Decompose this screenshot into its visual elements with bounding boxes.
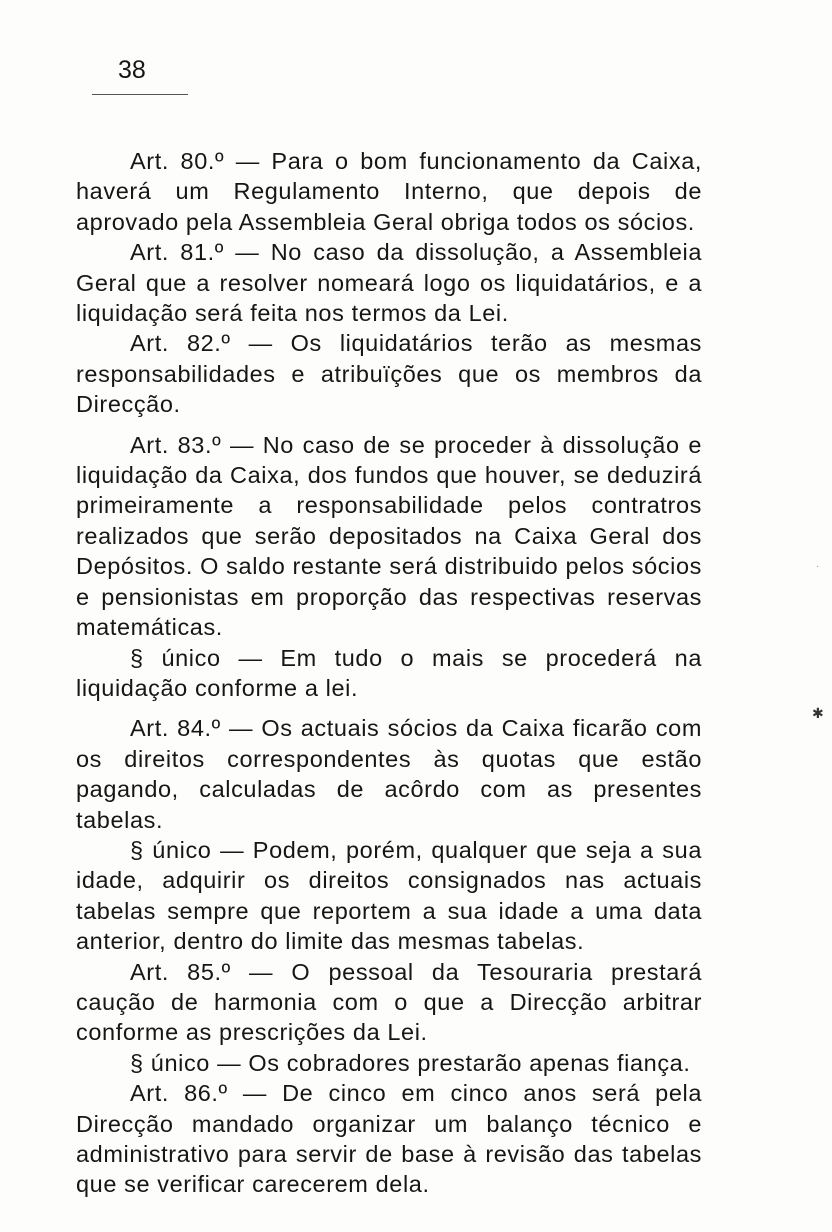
paragraph-art-85: Art. 85.º — O pessoal da Tesouraria prestará caução de harmonia com o que a Direcção arbitrar conforme as prescrições da Lei. xyxy=(76,958,702,1046)
paragraph-art-83-unico: § único — Em tudo o mais se procederá na liquidação conforme a lei. xyxy=(76,644,702,701)
paragraph-art-80: Art. 80.º — Para o bom funcionamento da Caixa, haverá um Regulamento Interno, que depois de aprovado pela Assembleia Geral obriga todos os sócios. xyxy=(76,148,702,235)
paragraph-art-84-unico: § único — Podem, porém, qualquer que seja a sua idade, adquirir os direitos consignados nas actuais tabelas sempre que reportem a sua idade a uma data anterior, dentro do limite das mesmas tabelas. xyxy=(76,836,702,955)
paragraph-art-85-unico: § único — Os cobradores prestarão apenas fiança. xyxy=(130,1049,691,1076)
paragraph-art-81: Art. 81.º — No caso da dissolução, a Assembleia Geral que a resolver nomeará logo os liquidatários, e a liquidação será feita nos termos da Lei. xyxy=(76,239,702,327)
paragraph-art-86: Art. 86.º — De cinco em cinco anos será pela Direcção mandado organizar um balanço técnico e administrativo para servir de base à revisão das tabelas que se verificar carecerem dela. xyxy=(76,1080,702,1198)
scan-speck: ✱ xyxy=(812,706,824,722)
paragraph-gap xyxy=(76,420,702,430)
paragraph-art-82: Art. 82.º — Os liquidatários terão as mesmas responsabilidades e atribuïções que os membros da Direcção. xyxy=(76,330,702,418)
page-number-rule xyxy=(92,94,188,95)
scan-speck: · xyxy=(816,562,820,573)
article-text xyxy=(76,146,702,1200)
paragraph-art-83: Art. 83.º — No caso de se proceder à dissolução e liquidação da Caixa, dos fundos que houver, se deduzirá primeiramente a responsabilidade pelos contratros realizados que serão depositados na Caixa Geral dos Depósitos. O saldo restante será distribuido pelos sócios e pensionistas em proporção das respectivas reservas matemáticas. xyxy=(76,431,702,641)
paragraph-gap xyxy=(76,703,702,713)
page-number: 38 xyxy=(118,56,146,84)
paragraph-art-84: Art. 84.º — Os actuais sócios da Caixa ficarão com os direitos correspondentes às quotas que estão pagando, calculadas de acôrdo com as presentes tabelas. xyxy=(76,715,702,833)
